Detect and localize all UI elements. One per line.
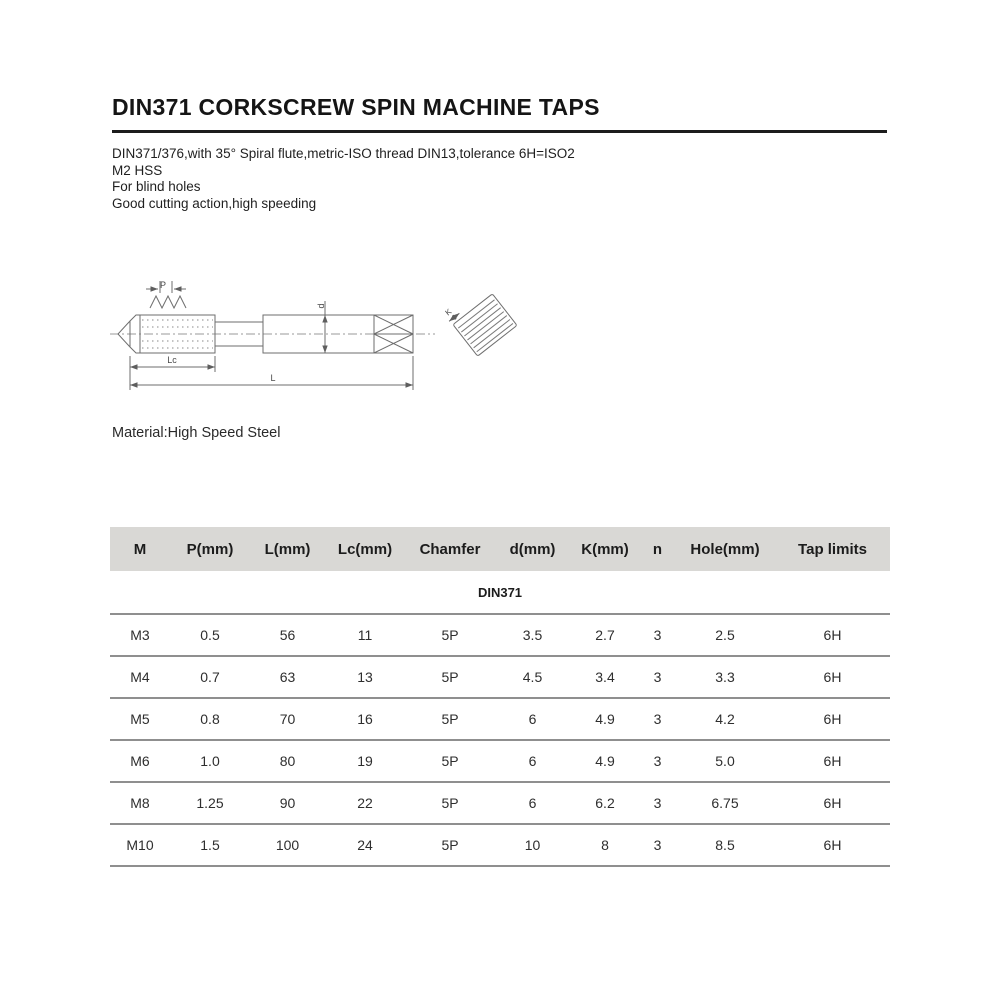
table-row: [110, 698, 890, 740]
table-cell: 22: [325, 782, 405, 824]
table-cell: 6H: [775, 740, 890, 782]
table-cell: 6H: [775, 656, 890, 698]
table-cell: 6H: [775, 614, 890, 656]
column-header: Hole(mm): [675, 527, 775, 571]
table-cell: 56: [250, 614, 325, 656]
diameter-dimension: [316, 301, 326, 353]
table-cell: 6H: [775, 782, 890, 824]
table-cell: 2.5: [675, 614, 775, 656]
table-cell: 10: [495, 824, 570, 866]
table-cell: 90: [250, 782, 325, 824]
material-note: Material:High Speed Steel: [112, 425, 281, 441]
table-cell: 19: [325, 740, 405, 782]
column-header: P(mm): [170, 527, 250, 571]
column-header: M: [110, 527, 170, 571]
table-cell: 3: [640, 614, 675, 656]
table-cell: 3: [640, 824, 675, 866]
table-cell: 3: [640, 656, 675, 698]
table-cell: 0.5: [170, 614, 250, 656]
table-section-label: DIN371: [110, 571, 890, 614]
table-cell: 6: [495, 740, 570, 782]
thread-length-label: Lc: [167, 355, 177, 365]
square-end-angled-view: [442, 280, 517, 356]
table-row: [110, 782, 890, 824]
table-row: [110, 614, 890, 656]
table-cell: 80: [250, 740, 325, 782]
description-line: M2 HSS: [112, 162, 163, 178]
table-cell: M6: [110, 740, 170, 782]
table-cell: 5P: [405, 656, 495, 698]
diameter-label: d: [316, 303, 326, 309]
tap-technical-drawing: [108, 264, 538, 412]
neck-section: [215, 322, 263, 346]
description-line: Good cutting action,high speeding: [112, 195, 317, 211]
table-cell: 24: [325, 824, 405, 866]
thread-profile-zigzag: [150, 296, 186, 308]
table-cell: 11: [325, 614, 405, 656]
product-description: [112, 146, 812, 212]
table-cell: 4.2: [675, 698, 775, 740]
table-cell: 6: [495, 782, 570, 824]
table-cell: M4: [110, 656, 170, 698]
table-cell: 8.5: [675, 824, 775, 866]
title-underline: [112, 130, 887, 133]
table-cell: 6H: [775, 698, 890, 740]
table-cell: 5P: [405, 824, 495, 866]
column-header: Tap limits: [775, 527, 890, 571]
square-drive-end: [374, 315, 413, 353]
column-header: Chamfer: [405, 527, 495, 571]
column-header: K(mm): [570, 527, 640, 571]
column-header: Lc(mm): [325, 527, 405, 571]
table-cell: 70: [250, 698, 325, 740]
table-cell: M10: [110, 824, 170, 866]
table-cell: 8: [570, 824, 640, 866]
table-cell: 2.7: [570, 614, 640, 656]
column-header: L(mm): [250, 527, 325, 571]
overall-length-label: L: [270, 373, 276, 383]
description-line: DIN371/376,with 35° Spiral flute,metric-ISO thread DIN13,tolerance 6H=ISO2: [112, 146, 575, 161]
pitch-symbol: [146, 280, 186, 308]
table-cell: 4.9: [570, 740, 640, 782]
table-cell: 16: [325, 698, 405, 740]
table-cell: M5: [110, 698, 170, 740]
table-cell: 100: [250, 824, 325, 866]
table-cell: 1.0: [170, 740, 250, 782]
table-cell: 6: [495, 698, 570, 740]
table-cell: 5.0: [675, 740, 775, 782]
table-cell: M3: [110, 614, 170, 656]
table-cell: 6.75: [675, 782, 775, 824]
table-cell: 3.5: [495, 614, 570, 656]
table-cell: 6.2: [570, 782, 640, 824]
table-cell: 0.7: [170, 656, 250, 698]
spec-table: [110, 527, 890, 867]
table-cell: M8: [110, 782, 170, 824]
table-cell: 3.4: [570, 656, 640, 698]
page-title: DIN371 CORKSCREW SPIN MACHINE TAPS: [112, 94, 600, 120]
table-cell: 5P: [405, 740, 495, 782]
description-line: For blind holes: [112, 179, 201, 194]
table-section-row: [110, 571, 890, 614]
column-header: n: [640, 527, 675, 571]
table-cell: 5P: [405, 698, 495, 740]
table-cell: 3: [640, 782, 675, 824]
table-cell: 0.8: [170, 698, 250, 740]
pitch-label: P: [159, 280, 167, 290]
table-cell: 4.5: [495, 656, 570, 698]
table-row: [110, 824, 890, 866]
table-row: [110, 656, 890, 698]
table-cell: 3: [640, 740, 675, 782]
table-cell: 3.3: [675, 656, 775, 698]
table-cell: 4.9: [570, 698, 640, 740]
table-row: [110, 740, 890, 782]
thread-length-dimension: [130, 355, 215, 367]
table-cell: 13: [325, 656, 405, 698]
table-cell: 6H: [775, 824, 890, 866]
table-cell: 63: [250, 656, 325, 698]
spec-table-wrap: [110, 527, 890, 867]
column-header: d(mm): [495, 527, 570, 571]
table-cell: 1.5: [170, 824, 250, 866]
table-cell: 5P: [405, 614, 495, 656]
overall-length-dimension: [130, 373, 413, 385]
square-width-label: K: [443, 307, 454, 318]
table-cell: 5P: [405, 782, 495, 824]
table-cell: 3: [640, 698, 675, 740]
table-cell: 1.25: [170, 782, 250, 824]
table-header-row: [110, 527, 890, 571]
